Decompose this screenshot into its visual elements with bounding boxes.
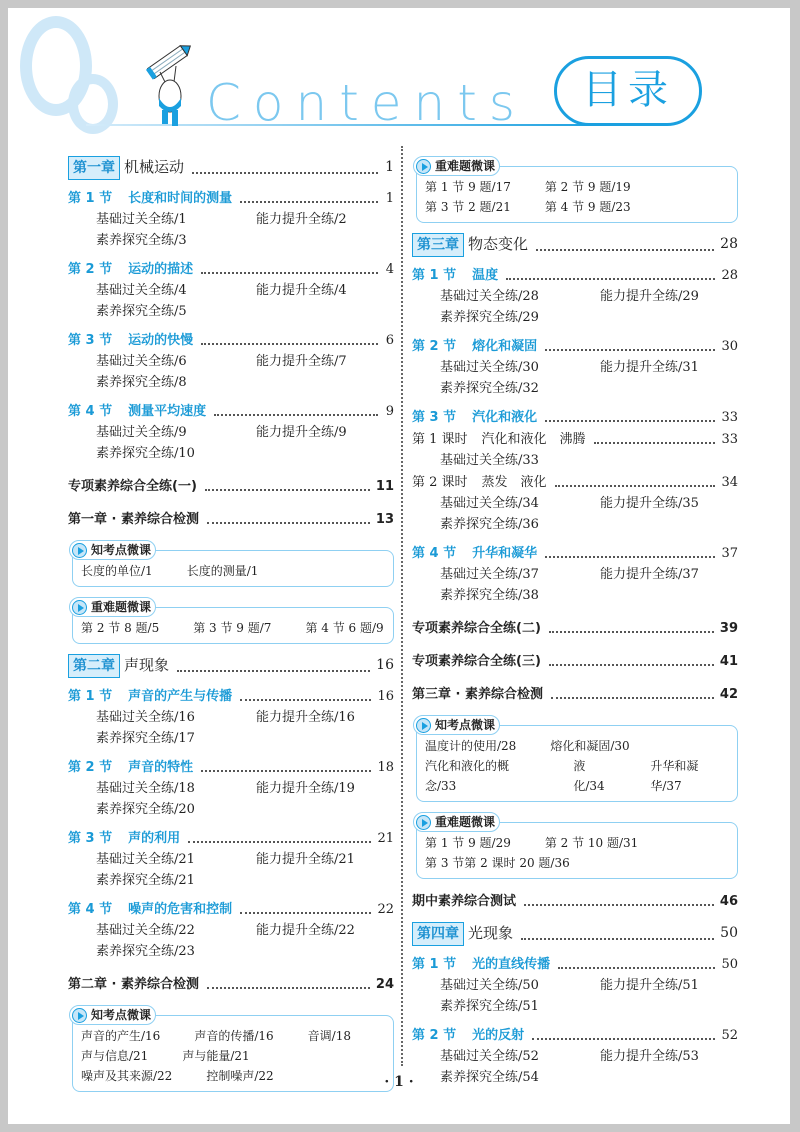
- page-number: 39: [719, 621, 738, 636]
- exercise-item[interactable]: 基础过关全练/16: [96, 710, 195, 725]
- micro-lesson-link[interactable]: 第 1 节 9 题/29: [425, 836, 511, 850]
- dot-leader: [207, 522, 370, 524]
- exercise-item[interactable]: 能力提升全练/53: [600, 1049, 699, 1064]
- micro-lesson-row: [81, 561, 385, 581]
- exercise-item[interactable]: 基础过关全练/37: [440, 567, 539, 582]
- micro-lesson-label: 知考点微课: [435, 717, 496, 732]
- exercise-item[interactable]: 素养探究全练/5: [96, 304, 187, 319]
- section-number: 第 1 节: [68, 191, 113, 206]
- page-number: 42: [719, 687, 738, 702]
- exercise-item[interactable]: 基础过关全练/6: [96, 354, 187, 369]
- section-number: 第 1 节: [412, 957, 457, 972]
- micro-lesson-label: 知考点微课: [91, 1007, 152, 1022]
- dot-leader: [506, 278, 715, 280]
- dot-leader: [240, 201, 378, 203]
- exercise-list: [412, 450, 738, 471]
- micro-lesson-row: [425, 756, 729, 796]
- dot-leader: [192, 172, 378, 174]
- chapter-number-tag: 第一章: [68, 156, 120, 180]
- section-number: 第 4 节: [68, 404, 113, 419]
- contents-header: [8, 8, 790, 138]
- page-number: 16: [376, 657, 394, 673]
- exercise-item[interactable]: 能力提升全练/22: [256, 923, 355, 938]
- micro-lesson-link[interactable]: 第 2 节 8 题/5: [81, 621, 160, 635]
- micro-lesson-row: [425, 853, 729, 873]
- page-number: 4: [385, 262, 394, 277]
- entry-title: 期中素养综合测试: [412, 894, 517, 909]
- section-title: 长度和时间的测量: [128, 191, 233, 206]
- section-title: 熔化和凝固: [472, 339, 538, 354]
- exercise-item[interactable]: 基础过关全练/9: [96, 425, 187, 440]
- section-number: 第 4 节: [68, 902, 113, 917]
- chapter-entry[interactable]: [68, 652, 394, 678]
- chapter-title: 光现象: [468, 924, 514, 942]
- dot-leader: [201, 770, 371, 772]
- page-number: 41: [719, 654, 738, 669]
- exercise-item[interactable]: 素养探究全练/10: [96, 446, 195, 461]
- page-number: 21: [377, 831, 394, 846]
- exercise-item[interactable]: 能力提升全练/16: [256, 710, 355, 725]
- micro-lesson-row: [425, 736, 729, 756]
- exercise-item[interactable]: 素养探究全练/36: [440, 517, 539, 532]
- section-number: 第 3 节: [68, 831, 113, 846]
- special-entry[interactable]: [68, 974, 394, 995]
- section-number: 第 2 节: [412, 1028, 457, 1043]
- micro-lesson-row: [81, 1046, 385, 1066]
- exercise-item[interactable]: 素养探究全练/8: [96, 375, 187, 390]
- dot-leader: [551, 697, 714, 699]
- dot-leader: [594, 442, 716, 444]
- micro-lesson-link[interactable]: 声与信息/21: [81, 1049, 149, 1063]
- page-number: 50: [720, 925, 738, 941]
- exercise-list: [68, 849, 394, 891]
- exercise-item[interactable]: 能力提升全练/9: [256, 425, 347, 440]
- exercise-item[interactable]: 素养探究全练/51: [440, 999, 539, 1014]
- exercise-item[interactable]: 素养探究全练/29: [440, 310, 539, 325]
- section-title: 测量平均速度: [128, 404, 207, 419]
- page-number: 6: [385, 333, 394, 348]
- page-number: 9: [385, 404, 394, 419]
- page-number: 16: [377, 689, 394, 704]
- exercise-list: [412, 357, 738, 399]
- chapter-entry[interactable]: [412, 920, 738, 946]
- dot-leader: [177, 670, 370, 672]
- contents-title-en: Contents: [206, 74, 527, 132]
- contents-title-zh: 目录: [554, 56, 702, 126]
- section-entry[interactable]: [68, 757, 394, 778]
- play-icon: [416, 718, 431, 733]
- page-number: 1: [385, 191, 394, 206]
- entry-title: 专项素养综合全练(三): [412, 654, 541, 669]
- micro-lesson-link[interactable]: 第 3 节 9 题/7: [193, 621, 272, 635]
- micro-lesson-link[interactable]: 控制噪声/22: [206, 1069, 274, 1083]
- exercise-item[interactable]: 能力提升全练/29: [600, 289, 699, 304]
- exercise-list: [68, 209, 394, 251]
- exercise-item[interactable]: 基础过关全练/18: [96, 781, 195, 796]
- exercise-item[interactable]: 素养探究全练/23: [96, 944, 195, 959]
- exercise-item[interactable]: 能力提升全练/2: [256, 212, 347, 227]
- exercise-item[interactable]: 能力提升全练/51: [600, 978, 699, 993]
- section-number: 第 3 节: [412, 410, 457, 425]
- exercise-item[interactable]: 素养探究全练/21: [96, 873, 195, 888]
- exercise-item[interactable]: 能力提升全练/31: [600, 360, 699, 375]
- micro-lesson-link[interactable]: 声音的传播/16: [194, 1029, 274, 1043]
- dot-leader: [214, 414, 378, 416]
- dot-leader: [549, 664, 714, 666]
- page-number: 11: [375, 479, 394, 494]
- special-entry[interactable]: [412, 651, 738, 672]
- exercise-list: [68, 920, 394, 962]
- section-title: 光的反射: [472, 1028, 525, 1043]
- section-title: 声音的特性: [128, 760, 194, 775]
- section-title: 噪声的危害和控制: [128, 902, 233, 917]
- dot-leader: [545, 556, 715, 558]
- micro-lesson-link[interactable]: 长度的单位/1: [81, 564, 153, 578]
- chapter-number-tag: 第四章: [412, 922, 464, 946]
- page-number: 22: [377, 902, 394, 917]
- exercise-item[interactable]: 基础过关全练/34: [440, 496, 539, 511]
- micro-lesson-label: 重难题微课: [435, 158, 496, 173]
- play-icon: [72, 1008, 87, 1023]
- micro-lesson-tag: [413, 156, 500, 176]
- dot-leader: [545, 349, 715, 351]
- section-number: 第 3 节: [68, 333, 113, 348]
- chapter-title: 物态变化: [468, 235, 529, 253]
- micro-lesson-box: [416, 158, 738, 223]
- dot-leader: [545, 420, 715, 422]
- entry-title: 第一章 · 素养综合检测: [68, 512, 199, 527]
- section-title: 汽化和液化: [472, 410, 538, 425]
- section-entry[interactable]: [68, 188, 394, 209]
- exercise-item[interactable]: 基础过关全练/1: [96, 212, 187, 227]
- exercise-list: [412, 975, 738, 1017]
- micro-lesson-tag: [69, 597, 156, 617]
- micro-lesson-label: 重难题微课: [435, 814, 496, 829]
- page-number: 28: [720, 236, 738, 252]
- lesson-number: 第 1 课时: [412, 432, 468, 447]
- section-number: 第 1 节: [412, 268, 457, 283]
- exercise-list: [412, 493, 738, 535]
- exercise-item[interactable]: 素养探究全练/20: [96, 802, 195, 817]
- section-entry[interactable]: [412, 265, 738, 286]
- entry-title: 专项素养综合全练(一): [68, 479, 197, 494]
- exercise-item[interactable]: 基础过关全练/30: [440, 360, 539, 375]
- section-title: 升华和凝华: [472, 546, 538, 561]
- exercise-list: [68, 351, 394, 393]
- section-number: 第 2 节: [68, 262, 113, 277]
- exercise-item[interactable]: 基础过关全练/21: [96, 852, 195, 867]
- section-title: 温度: [472, 268, 499, 283]
- exercise-list: [412, 564, 738, 606]
- dot-leader: [524, 904, 714, 906]
- section-title: 声音的产生与传播: [128, 689, 233, 704]
- dot-leader: [188, 841, 371, 843]
- dot-leader: [521, 938, 714, 940]
- micro-lesson-box: [72, 542, 394, 587]
- micro-lesson-row: [425, 197, 729, 217]
- exercise-list: [68, 707, 394, 749]
- section-entry[interactable]: [68, 828, 394, 849]
- section-entry[interactable]: [68, 330, 394, 351]
- entry-title: 专项素养综合全练(二): [412, 621, 541, 636]
- exercise-item[interactable]: 素养探究全练/17: [96, 731, 195, 746]
- page-number: 50: [721, 957, 738, 972]
- micro-lesson-box: [416, 717, 738, 802]
- page-number: 46: [719, 894, 738, 909]
- exercise-list: [68, 422, 394, 464]
- dot-leader: [536, 249, 714, 251]
- exercise-item[interactable]: 基础过关全练/4: [96, 283, 187, 298]
- micro-lesson-tag: [413, 812, 500, 832]
- chapter-number-tag: 第二章: [68, 654, 120, 678]
- special-entry[interactable]: [412, 684, 738, 705]
- micro-lesson-link[interactable]: 升华和凝华/37: [650, 759, 699, 793]
- micro-lesson-link[interactable]: 温度计的使用/28: [425, 739, 517, 753]
- lesson-entry[interactable]: [412, 472, 738, 493]
- section-number: 第 2 节: [412, 339, 457, 354]
- exercise-list: [68, 778, 394, 820]
- play-icon: [416, 159, 431, 174]
- micro-lesson-link[interactable]: 音调/18: [307, 1029, 351, 1043]
- exercise-item[interactable]: 能力提升全练/21: [256, 852, 355, 867]
- page-number: 18: [377, 760, 394, 775]
- section-title: 运动的快慢: [128, 333, 194, 348]
- exercise-item[interactable]: 素养探究全练/3: [96, 233, 187, 248]
- section-entry[interactable]: [68, 686, 394, 707]
- section-entry[interactable]: [412, 407, 738, 428]
- section-entry[interactable]: [412, 543, 738, 564]
- micro-lesson-link[interactable]: 声音的产生/16: [81, 1029, 161, 1043]
- dot-leader: [555, 485, 716, 487]
- micro-lesson-row: [81, 618, 385, 638]
- play-icon: [72, 600, 87, 615]
- section-entry[interactable]: [412, 1025, 738, 1046]
- dot-leader: [532, 1038, 715, 1040]
- page-number: 52: [721, 1028, 738, 1043]
- micro-lesson-tag: [413, 715, 500, 735]
- chapter-title: 机械运动: [124, 158, 185, 176]
- chapter-number-tag: 第三章: [412, 233, 464, 257]
- special-entry[interactable]: [412, 891, 738, 912]
- exercise-item[interactable]: 基础过关全练/50: [440, 978, 539, 993]
- micro-lesson-link[interactable]: 液化/34: [573, 759, 605, 793]
- chapter-entry[interactable]: [68, 154, 394, 180]
- micro-lesson-link[interactable]: 第 3 节 2 题/21: [425, 200, 511, 214]
- micro-lesson-link[interactable]: 熔化和凝固/30: [550, 739, 630, 753]
- section-entry[interactable]: [412, 954, 738, 975]
- section-number: 第 1 节: [68, 689, 113, 704]
- micro-lesson-row: [425, 833, 729, 853]
- pencil-mascot-icon: [146, 44, 196, 128]
- exercise-item[interactable]: 能力提升全练/19: [256, 781, 355, 796]
- dot-leader: [205, 489, 370, 491]
- special-entry[interactable]: [68, 509, 394, 530]
- page-number: 13: [375, 512, 394, 527]
- micro-lesson-row: [81, 1026, 385, 1046]
- section-title: 声的利用: [128, 831, 181, 846]
- page-number: · 1 ·: [384, 1074, 414, 1090]
- exercise-list: [68, 280, 394, 322]
- right-column: [412, 146, 738, 1088]
- micro-lesson-link[interactable]: 汽化和液化的概念/33: [425, 759, 510, 793]
- micro-lesson-link[interactable]: 第 3 节第 2 课时 20 题/36: [425, 856, 570, 870]
- exercise-item[interactable]: 能力提升全练/35: [600, 496, 699, 511]
- exercise-item[interactable]: 素养探究全练/32: [440, 381, 539, 396]
- micro-lesson-label: 知考点微课: [91, 542, 152, 557]
- micro-lesson-link[interactable]: 噪声及其来源/22: [81, 1069, 173, 1083]
- page-number: 1: [385, 159, 394, 175]
- micro-lesson-link[interactable]: 第 2 节 9 题/19: [544, 180, 631, 194]
- special-entry[interactable]: [412, 618, 738, 639]
- exercise-item[interactable]: 素养探究全练/54: [440, 1070, 539, 1085]
- micro-lesson-link[interactable]: 第 4 节 6 题/9: [305, 621, 384, 635]
- entry-title: 第二章 · 素养综合检测: [68, 977, 199, 992]
- dot-leader: [201, 343, 378, 345]
- page-number: 24: [375, 977, 394, 992]
- entry-title: 第三章 · 素养综合检测: [412, 687, 543, 702]
- page: [8, 8, 790, 1124]
- micro-lesson-tag: [69, 540, 156, 560]
- page-number: 33: [721, 432, 738, 447]
- dot-leader: [240, 699, 371, 701]
- page-number: 37: [721, 546, 738, 561]
- left-column: [68, 146, 394, 1096]
- dot-leader: [240, 912, 371, 914]
- chapter-title: 声现象: [124, 656, 170, 674]
- page-number: 28: [721, 268, 738, 283]
- micro-lesson-box: [416, 814, 738, 879]
- exercise-item[interactable]: 能力提升全练/37: [600, 567, 699, 582]
- page-number: 30: [721, 339, 738, 354]
- micro-lesson-box: [72, 599, 394, 644]
- page-number: 34: [721, 475, 738, 490]
- dot-leader: [558, 967, 715, 969]
- section-number: 第 2 节: [68, 760, 113, 775]
- lesson-entry[interactable]: [412, 429, 738, 450]
- section-entry[interactable]: [412, 336, 738, 357]
- dot-leader: [549, 631, 714, 633]
- exercise-item[interactable]: 基础过关全练/28: [440, 289, 539, 304]
- dot-leader: [201, 272, 378, 274]
- exercise-item[interactable]: 基础过关全练/22: [96, 923, 195, 938]
- section-entry[interactable]: [68, 401, 394, 422]
- play-icon: [72, 543, 87, 558]
- exercise-list: [412, 286, 738, 328]
- micro-lesson-row: [425, 177, 729, 197]
- section-entry[interactable]: [68, 259, 394, 280]
- special-entry[interactable]: [68, 476, 394, 497]
- page-number: 33: [721, 410, 738, 425]
- chapter-entry[interactable]: [412, 231, 738, 257]
- section-title: 光的直线传播: [472, 957, 551, 972]
- micro-lesson-link[interactable]: 声与能量/21: [182, 1049, 250, 1063]
- micro-lesson-link[interactable]: 第 2 节 10 题/31: [544, 836, 639, 850]
- section-number: 第 4 节: [412, 546, 457, 561]
- micro-lesson-link[interactable]: 长度的测量/1: [186, 564, 259, 578]
- dot-leader: [207, 987, 370, 989]
- exercise-item[interactable]: 基础过关全练/33: [440, 453, 539, 468]
- lesson-title: 蒸发 液化: [481, 475, 547, 490]
- exercise-item[interactable]: 能力提升全练/7: [256, 354, 347, 369]
- section-title: 运动的描述: [128, 262, 194, 277]
- lesson-title: 汽化和液化 沸腾: [481, 432, 586, 447]
- micro-lesson-link[interactable]: 第 1 节 9 题/17: [425, 180, 511, 194]
- exercise-item[interactable]: 能力提升全练/4: [256, 283, 347, 298]
- play-icon: [416, 815, 431, 830]
- micro-lesson-link[interactable]: 第 4 节 9 题/23: [544, 200, 631, 214]
- exercise-item[interactable]: 基础过关全练/52: [440, 1049, 539, 1064]
- lesson-number: 第 2 课时: [412, 475, 468, 490]
- exercise-item[interactable]: 素养探究全练/38: [440, 588, 539, 603]
- section-entry[interactable]: [68, 899, 394, 920]
- micro-lesson-label: 重难题微课: [91, 599, 152, 614]
- micro-lesson-tag: [69, 1005, 156, 1025]
